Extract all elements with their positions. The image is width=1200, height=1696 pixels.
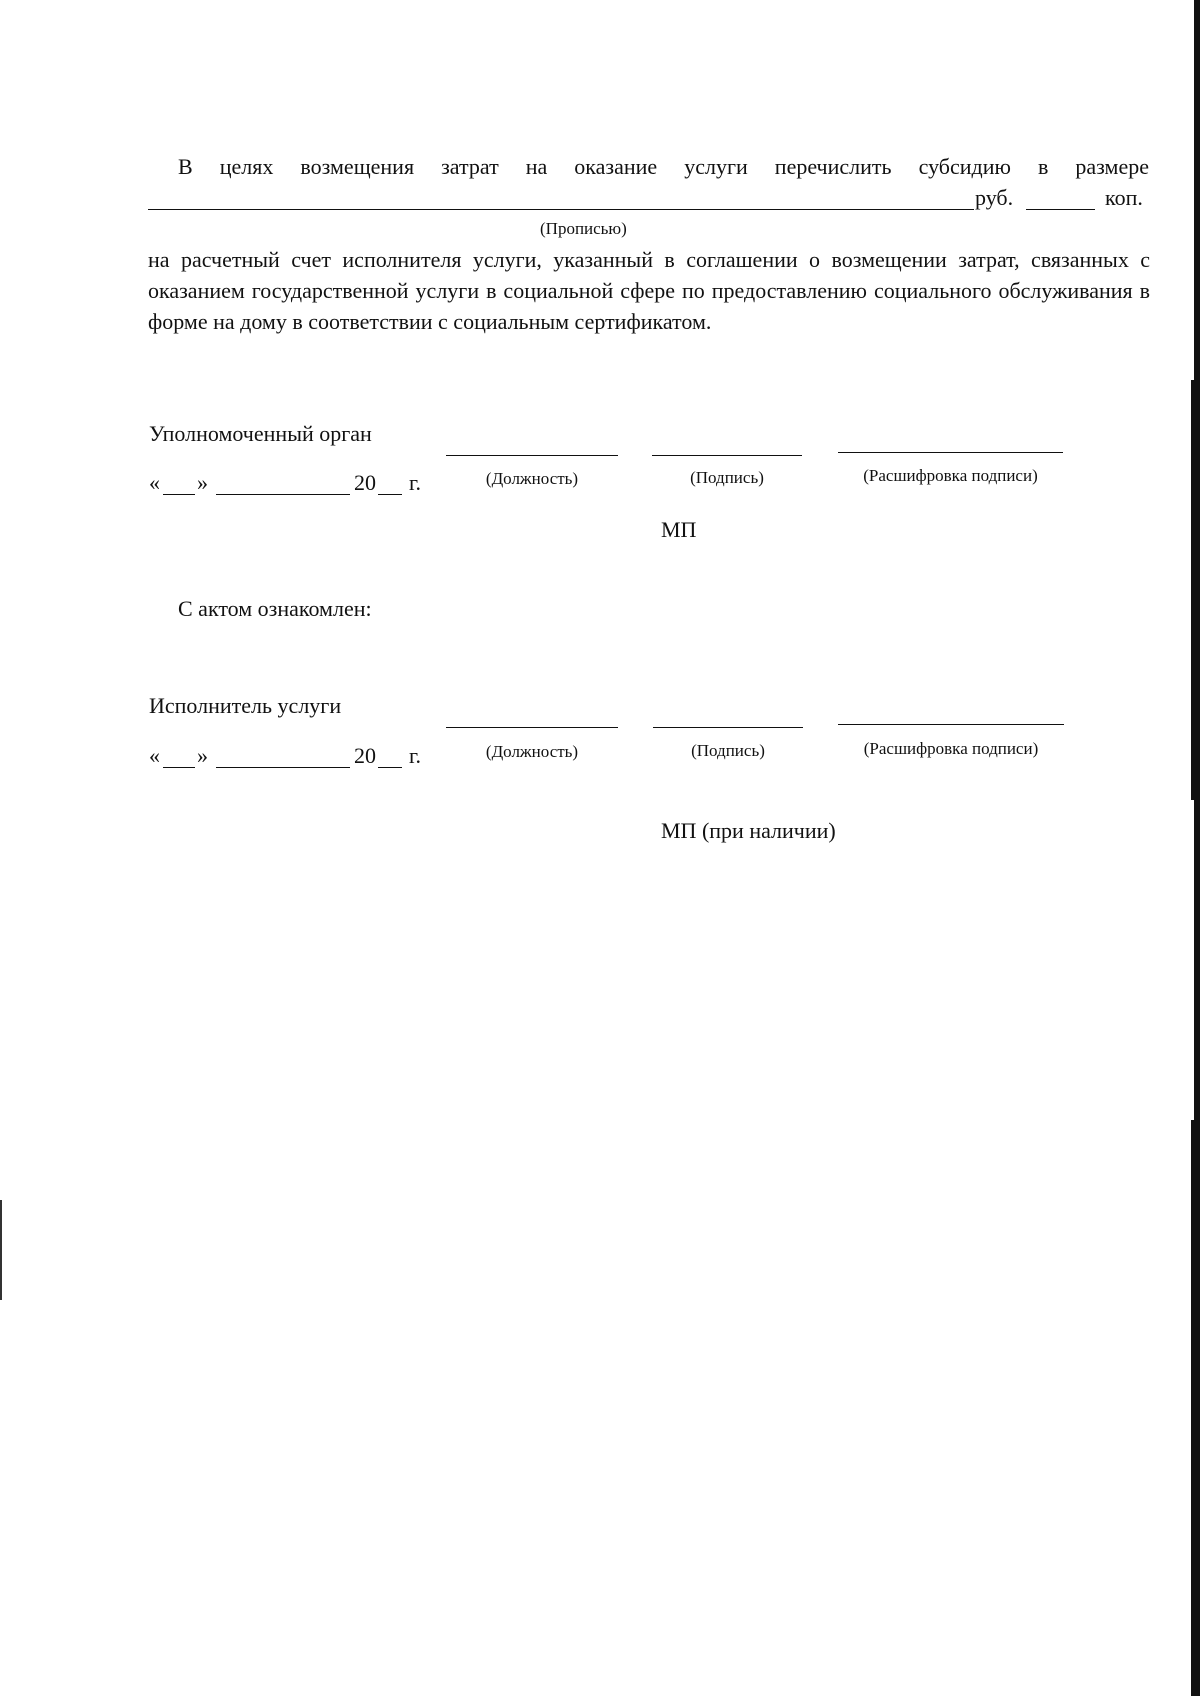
provider-day-blank[interactable]	[163, 767, 195, 768]
acknowledged-label: С актом ознакомлен:	[178, 596, 372, 621]
authority-date-close: »	[197, 470, 208, 495]
provider-year-prefix: 20	[354, 743, 376, 768]
authority-day-blank[interactable]	[163, 494, 195, 495]
authority-year-prefix: 20	[354, 470, 376, 495]
authority-signature-line[interactable]	[652, 455, 802, 456]
scan-edge-right	[1194, 0, 1200, 1696]
authority-date-open: «	[149, 470, 160, 495]
authority-decoding-line[interactable]	[838, 452, 1063, 453]
authority-decoding-caption: (Расшифровка подписи)	[863, 466, 1038, 485]
intro-word: В	[178, 154, 193, 179]
intro-word: субсидию	[918, 154, 1011, 179]
rub-label: руб.	[975, 185, 1014, 210]
kop-label: коп.	[1105, 185, 1143, 210]
authority-year-blank[interactable]	[378, 494, 402, 495]
provider-date-open: «	[149, 743, 160, 768]
provider-stamp-label: МП (при наличии)	[661, 818, 836, 843]
intro-word: целях	[219, 154, 274, 179]
intro-word: перечислить	[774, 154, 892, 179]
intro-word: возмещения	[300, 154, 415, 179]
kopecks-blank[interactable]	[1026, 209, 1095, 210]
provider-decoding-caption: (Расшифровка подписи)	[863, 739, 1039, 758]
provider-signature-caption: (Подпись)	[691, 741, 765, 760]
provider-year-blank[interactable]	[378, 767, 402, 768]
authority-stamp-label: МП	[661, 517, 697, 542]
intro-word: в	[1037, 154, 1049, 179]
intro-word: размере	[1075, 154, 1149, 179]
provider-signature-line[interactable]	[653, 727, 803, 728]
provider-year-suffix: г.	[409, 743, 422, 768]
provider-date-close: »	[197, 743, 208, 768]
authority-position-caption: (Должность)	[485, 469, 579, 488]
authority-label: Уполномоченный орган	[149, 421, 372, 446]
amount-words-blank[interactable]	[148, 209, 974, 210]
authority-month-blank[interactable]	[216, 494, 350, 495]
authority-year-suffix: г.	[409, 470, 422, 495]
scan-edge-left	[0, 1200, 2, 1300]
intro-line	[178, 156, 1149, 178]
provider-decoding-line[interactable]	[838, 724, 1064, 725]
authority-position-line[interactable]	[446, 455, 618, 456]
intro-word: затрат	[441, 154, 499, 179]
provider-position-caption: (Должность)	[485, 742, 579, 761]
amount-words-caption: (Прописью)	[540, 219, 627, 238]
scan-edge-right-dark	[1191, 1120, 1194, 1696]
scan-edge-right-dark	[1191, 380, 1194, 800]
provider-position-line[interactable]	[446, 727, 618, 728]
authority-signature-caption: (Подпись)	[690, 468, 764, 487]
provider-month-blank[interactable]	[216, 767, 350, 768]
intro-word: оказание	[574, 154, 658, 179]
intro-word: услуги	[684, 154, 748, 179]
provider-label: Исполнитель услуги	[149, 693, 342, 718]
intro-word: на	[525, 154, 548, 179]
payment-paragraph: на расчетный счет исполнителя услуги, указанный в соглашении о возмещении затрат, связанных с оказанием государственной услуги в социальной сфере по предоставлению социального обслуживания в форме на дому в соответствии с социальным сертификатом.	[148, 247, 1150, 334]
